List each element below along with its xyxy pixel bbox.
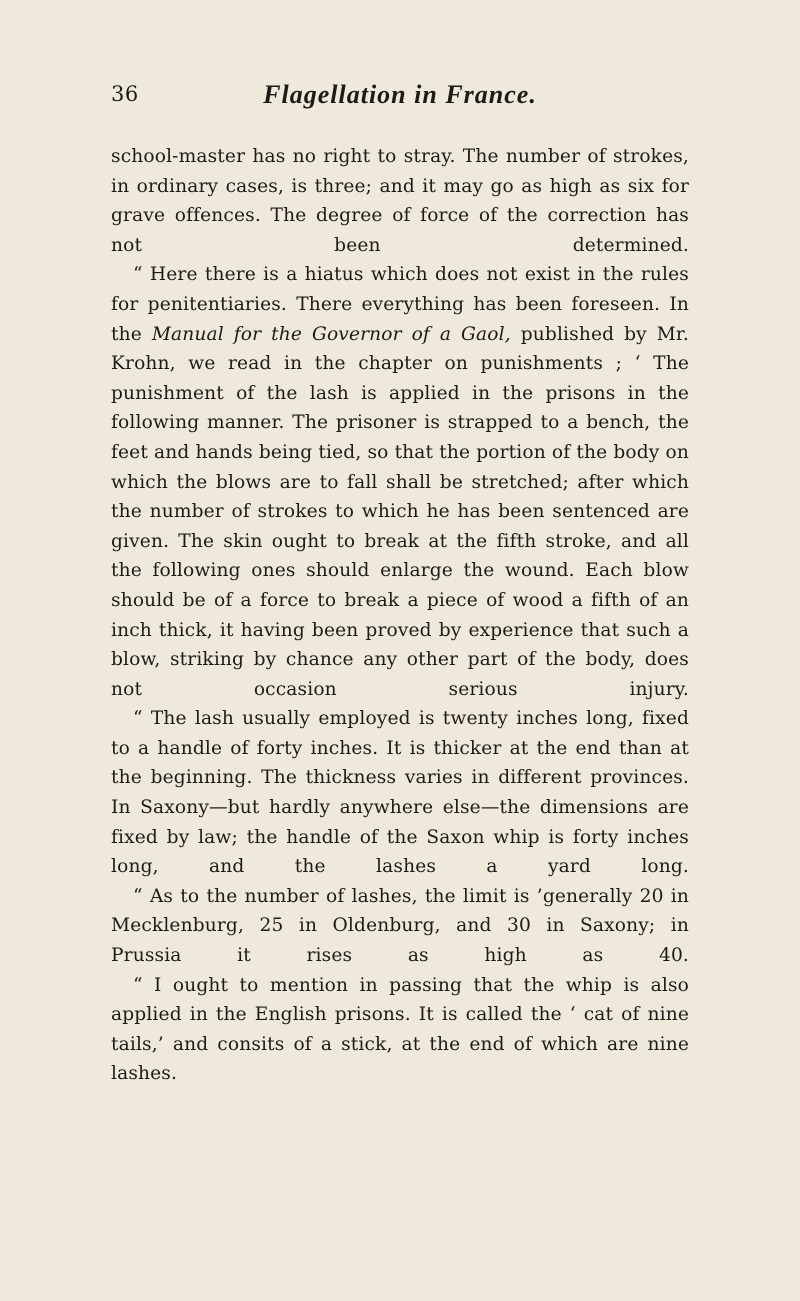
book-title: Manual for the Governor of a Gaol,: [151, 323, 511, 345]
paragraph-2-part-b: published by Mr. Krohn, we read in the chapter on punishments ; ‘ The punishment of the lash is applied in the prisons in the following manner. The prisoner is strapped to a bench, the feet and hands being tied, so that the portion of the body on which the blows are to fall shall be stretched; after which the number of strokes to which he has been sentenced are given. The skin ought to break at the fifth stroke, and all the following ones should enlarge the wound. Each blow should be of a force to break a piece of wood a fifth of an inch thick, it having been proved by experience that such a blow, striking by chance any other part of the body, does not occasion serious injury.: [111, 323, 689, 700]
body-text: [111, 142, 689, 1089]
paragraph-5: “ I ought to mention in passing that the whip is also applied in the English prisons. It is called the ‘ cat of nine tails,’ and consits of a stick, at the end of which are nine lashes.: [111, 974, 689, 1085]
paragraph-2: [111, 260, 689, 704]
page-number: 36: [111, 82, 139, 106]
running-title: Flagellation in France.: [263, 80, 537, 109]
paragraph-4: “ As to the number of lashes, the limit is ’generally 20 in Mecklenburg, 25 in Oldenburg, and 30 in Saxony; in Prussia it rises as high as 40.: [111, 885, 689, 967]
paragraph-3: “ The lash usually employed is twenty inches long, fixed to a handle of forty inches. It is thicker at the end than at the beginning. The thickness varies in different provinces. In Saxony—but hardly anywhere else—the dimensions are fixed by law; the handle of the Saxon whip is forty inches long, and the lashes a yard long.: [111, 708, 689, 878]
running-head: [111, 80, 689, 116]
paragraph-2-part-a: “ Here there is a hiatus which does not exist in the rules for penitentiaries. There everything has been foreseen. In the: [111, 264, 689, 345]
paragraph-1: school-master has no right to stray. The number of strokes, in ordinary cases, is three; and it may go as high as six for grave offences. The degree of force of the correction has not been determined.: [111, 146, 689, 256]
